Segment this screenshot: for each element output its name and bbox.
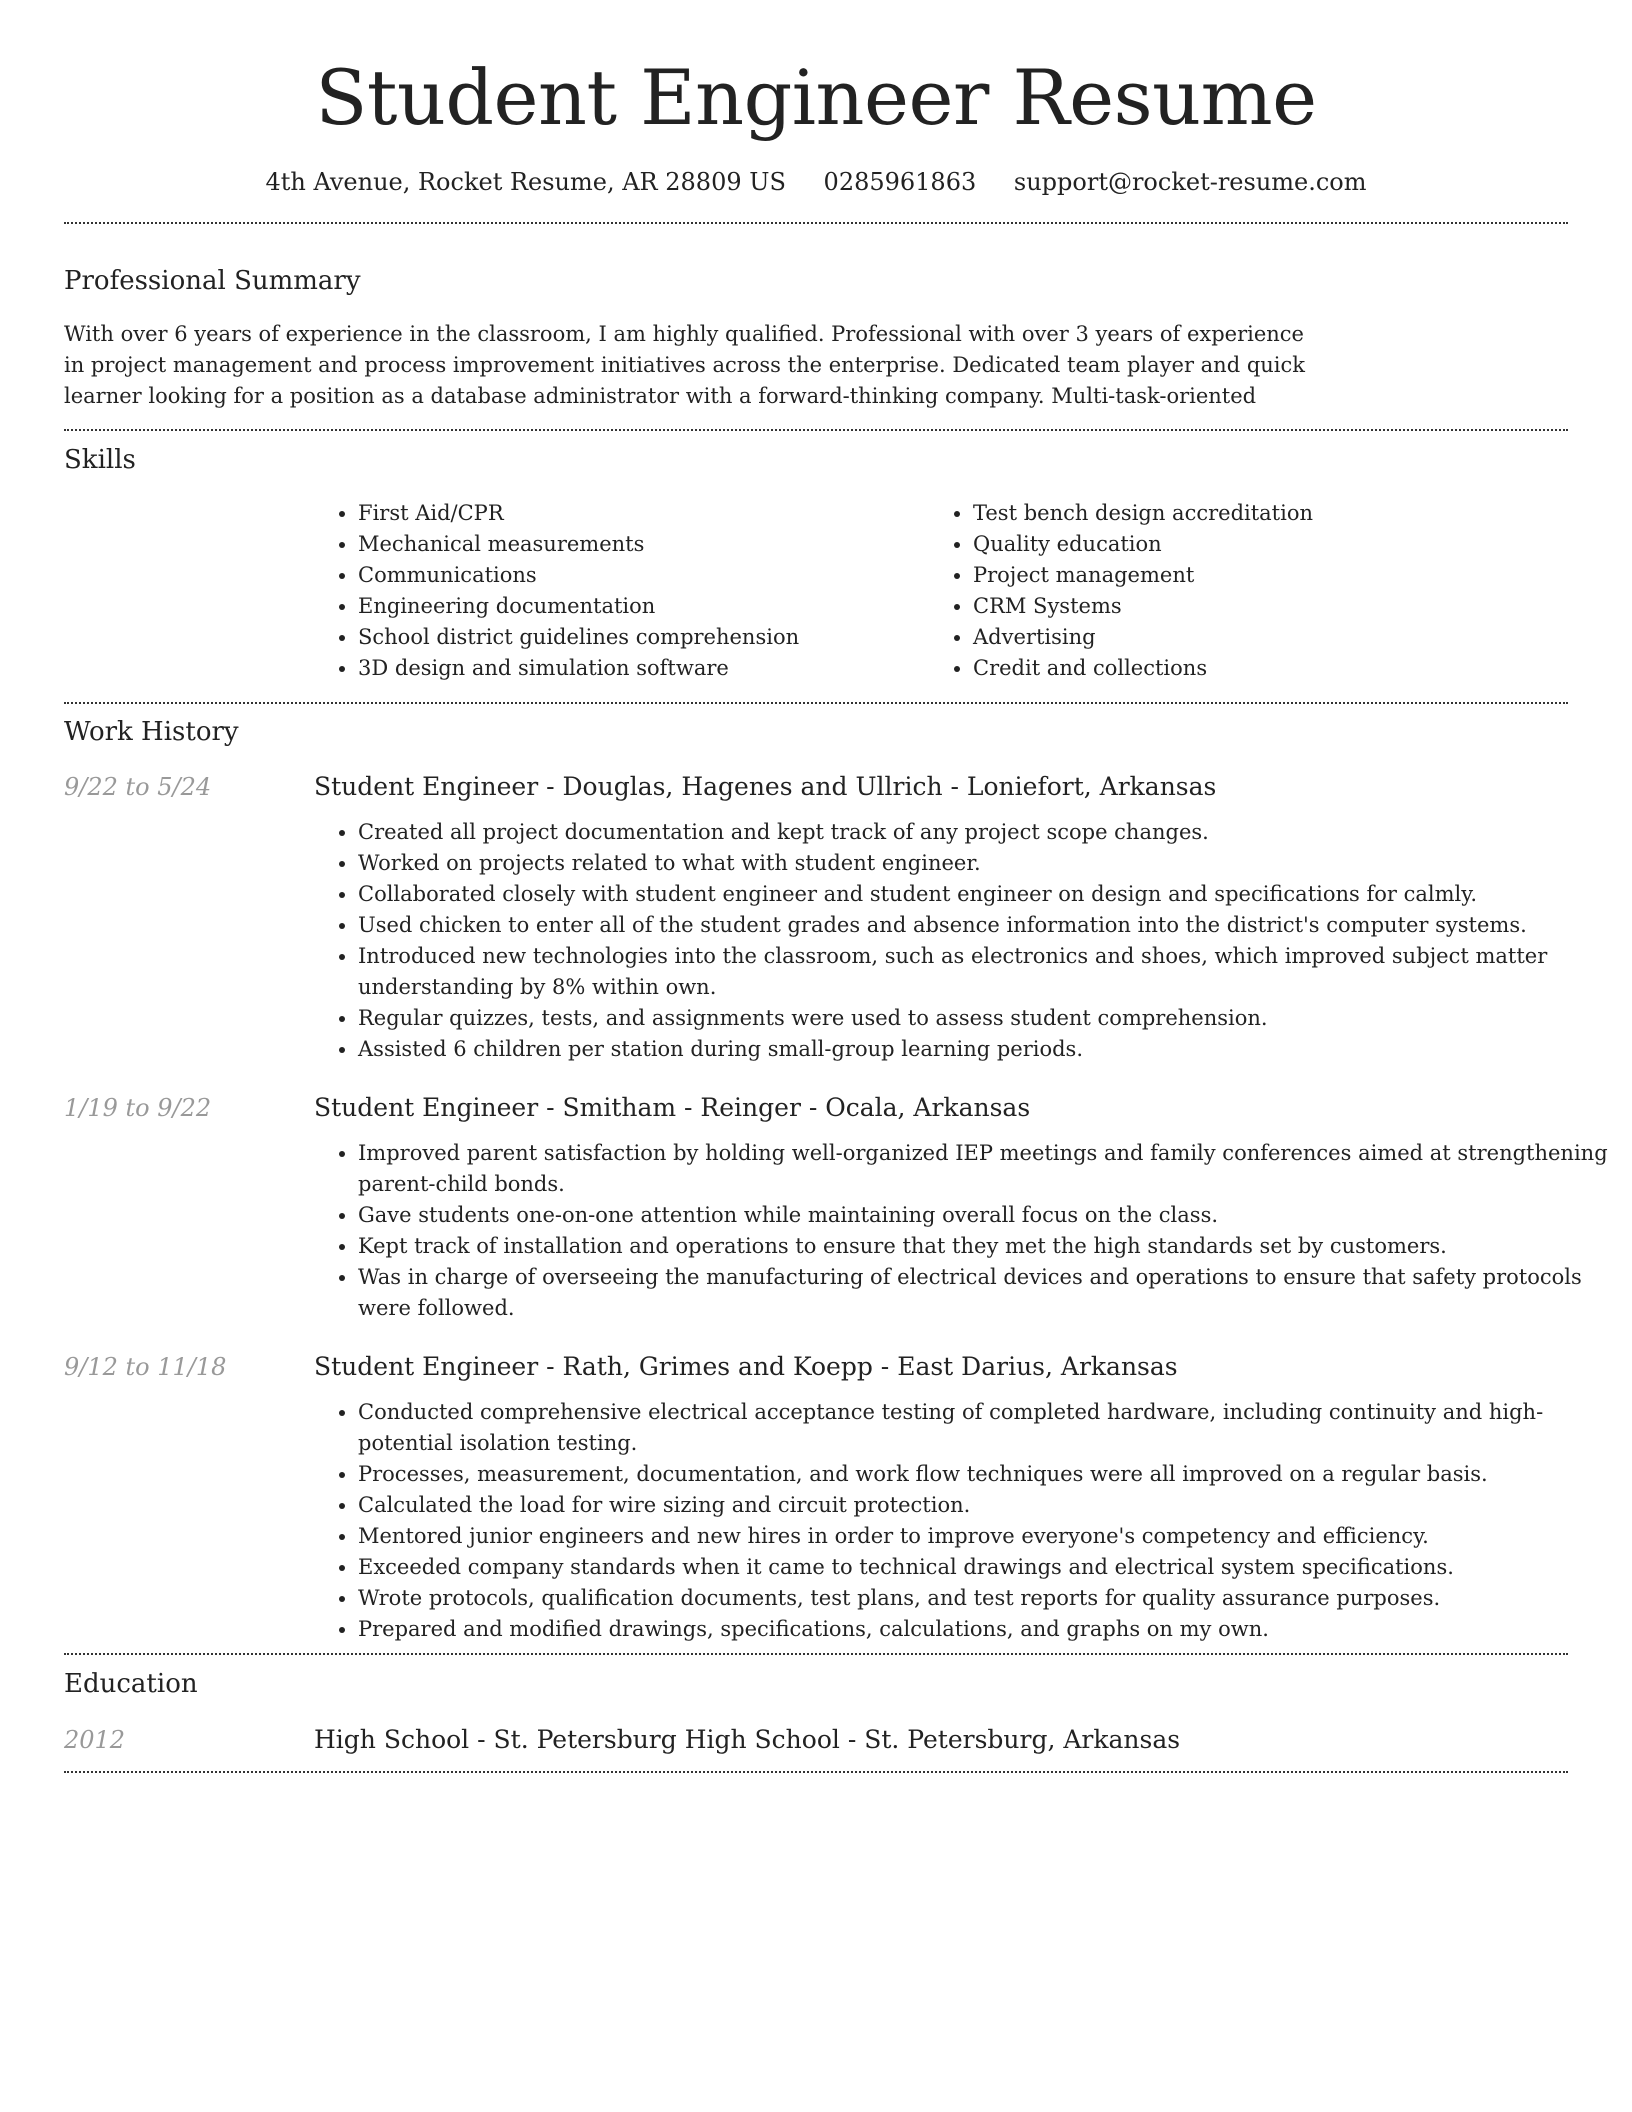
job-bullet: • Prepared and modified drawings, specifications, calculations, and graphs on my own.: [358, 1614, 1612, 1645]
skill-item: • CRM Systems: [973, 591, 1544, 622]
job-header: [64, 1091, 1568, 1125]
job-entry: [64, 770, 1568, 1065]
job-bullet: • Created all project documentation and kept track of any project scope changes.: [358, 817, 1612, 848]
job-entry: [64, 1350, 1568, 1645]
job-heading: Student Engineer - Smitham - Reinger - Ocala, Arkansas: [314, 1093, 1031, 1122]
skill-item: • First Aid/CPR: [358, 498, 929, 529]
work-history-section: [64, 715, 1608, 1645]
job-bullet: • Collaborated closely with student engineer and student engineer on design and specifications for calmly.: [358, 879, 1612, 910]
job-bullet: • Conducted comprehensive electrical acceptance testing of completed hardware, including continuity and high-potential isolation testing.: [358, 1397, 1612, 1459]
skills-heading: Skills: [64, 445, 136, 475]
job-bullets: [314, 1138, 1612, 1324]
education-entry: [64, 1723, 1568, 1757]
contact-phone: 0285961863: [823, 168, 977, 196]
divider: [64, 1771, 1568, 1773]
job-bullet: • Used chicken to enter all of the student grades and absence information into the district's computer systems.: [358, 910, 1612, 941]
job-heading: Student Engineer - Douglas, Hagenes and Ullrich - Loniefort, Arkansas: [314, 772, 1217, 801]
skills-grid: [314, 498, 1568, 684]
skill-item: • Credit and collections: [973, 653, 1544, 684]
resume-title: Student Engineer Resume: [315, 53, 1317, 142]
job-dates: 1/19 to 9/22: [64, 1094, 212, 1122]
skill-item: • 3D design and simulation software: [358, 653, 929, 684]
job-bullet: • Kept track of installation and operations to ensure that they met the high standards set by customers.: [358, 1231, 1612, 1262]
skill-item: • School district guidelines comprehension: [358, 622, 929, 653]
skill-item: • Engineering documentation: [358, 591, 929, 622]
divider: [64, 222, 1568, 224]
education-section: [64, 1667, 1568, 1757]
job-heading: Student Engineer - Rath, Grimes and Koepp - East Darius, Arkansas: [314, 1352, 1178, 1381]
job-bullet: • Exceeded company standards when it came to technical drawings and electrical system specifications.: [358, 1552, 1612, 1583]
skill-item: • Mechanical measurements: [358, 529, 929, 560]
skills-list-right: [929, 498, 1544, 684]
divider: [64, 702, 1568, 704]
job-bullet: • Introduced new technologies into the classroom, such as electronics and shoes, which improved subject matter understanding by 8% within own.: [358, 941, 1612, 1003]
job-bullet: • Regular quizzes, tests, and assignments were used to assess student comprehension.: [358, 1003, 1612, 1034]
job-bullet: • Mentored junior engineers and new hires in order to improve everyone's competency and efficiency.: [358, 1521, 1612, 1552]
skill-item: • Quality education: [973, 529, 1544, 560]
job-header: [64, 1350, 1568, 1384]
skill-item: • Advertising: [973, 622, 1544, 653]
skills-column-right: [929, 498, 1544, 684]
education-year: 2012: [64, 1726, 126, 1754]
job-bullet: • Processes, measurement, documentation, and work flow techniques were all improved on a regular basis.: [358, 1459, 1612, 1490]
job-entry: [64, 1091, 1608, 1324]
job-bullet: • Improved parent satisfaction by holding well-organized IEP meetings and family conferences aimed at strengthening parent-child bonds.: [358, 1138, 1612, 1200]
divider: [64, 1653, 1568, 1655]
contact-info: [64, 164, 1568, 200]
job-bullet: • Gave students one-on-one attention while maintaining overall focus on the class.: [358, 1200, 1612, 1231]
skills-column-left: [314, 498, 929, 684]
skills-list-left: [314, 498, 929, 684]
job-bullet: • Was in charge of overseeing the manufacturing of electrical devices and operations to ensure that safety protocols were followed.: [358, 1262, 1612, 1324]
skill-item: • Communications: [358, 560, 929, 591]
summary-section: [64, 264, 1568, 412]
divider: [64, 429, 1568, 431]
skills-section: [64, 443, 1568, 684]
education-detail: High School - St. Petersburg High School - St. Petersburg, Arkansas: [314, 1725, 1181, 1754]
resume-page: [64, 0, 1608, 1773]
job-bullet: • Assisted 6 children per station during small-group learning periods.: [358, 1034, 1612, 1065]
job-bullet: • Calculated the load for wire sizing and circuit protection.: [358, 1490, 1612, 1521]
skill-item: • Test bench design accreditation: [973, 498, 1544, 529]
job-dates: 9/22 to 5/24: [64, 773, 212, 801]
work-history-heading: Work History: [64, 717, 239, 747]
contact-email[interactable]: support@rocket-resume.com: [1013, 168, 1367, 196]
job-bullets: [314, 1397, 1612, 1645]
job-bullet: • Wrote protocols, qualification documents, test plans, and test reports for quality assurance purposes.: [358, 1583, 1612, 1614]
skill-item: • Project management: [973, 560, 1544, 591]
summary-heading: Professional Summary: [64, 266, 361, 296]
education-heading: Education: [64, 1669, 198, 1699]
job-bullet: • Worked on projects related to what with student engineer.: [358, 848, 1612, 879]
job-header: [64, 770, 1568, 804]
contact-address: 4th Avenue, Rocket Resume, AR 28809 US: [265, 168, 786, 196]
summary-text: With over 6 years of experience in the classroom, I am highly qualified. Professional with over 3 years of experience in project management and process improvement initiatives across the enterprise. Dedicated team player and quick learner looking for a position as a database administrator with a forward-thinking company. Multi-task-oriented: [64, 322, 1305, 408]
job-dates: 9/12 to 11/18: [64, 1353, 227, 1381]
job-bullets: [314, 817, 1612, 1065]
